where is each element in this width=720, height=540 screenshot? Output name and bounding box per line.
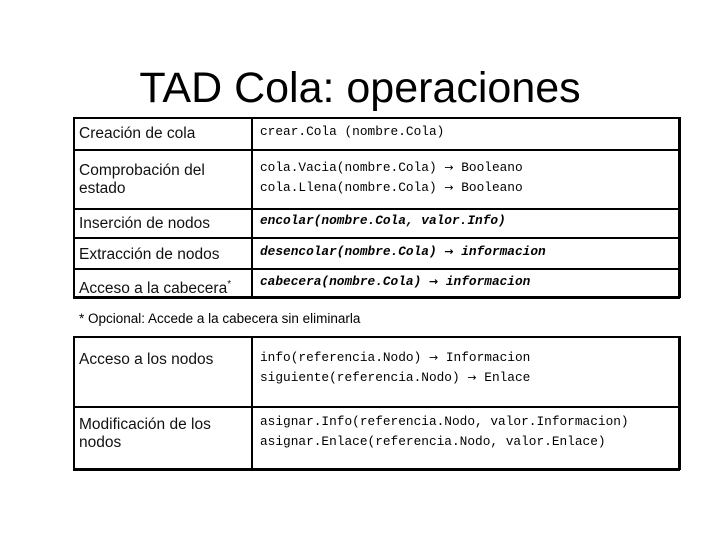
row-label-creacion: Creación de cola bbox=[79, 125, 196, 142]
arrow-icon: → bbox=[444, 181, 454, 194]
table-border bbox=[678, 117, 681, 298]
op-return-type: Informacion bbox=[445, 350, 531, 365]
op-encolar: encolar(nombre.Cola, valor.Info) bbox=[260, 213, 506, 228]
row-label-modificacion: Modificación de los nodos bbox=[79, 416, 211, 451]
optional-marker: * bbox=[227, 279, 232, 290]
table-border bbox=[73, 117, 680, 119]
op-return-type: Booleano bbox=[461, 180, 523, 195]
op-siguiente bbox=[260, 368, 530, 388]
optional-note: * Opcional: Accede a la cabecera sin eliminarla bbox=[79, 311, 361, 326]
op-desencolar bbox=[260, 242, 546, 262]
row-label-insercion: Inserción de nodos bbox=[79, 215, 210, 232]
op-cola-vacia bbox=[260, 158, 523, 178]
table-border bbox=[73, 468, 680, 471]
op-cola-llena bbox=[260, 178, 523, 198]
arrow-icon: → bbox=[467, 371, 477, 384]
arrow-icon: → bbox=[428, 351, 439, 364]
table-border bbox=[73, 336, 680, 338]
row-label-acceso-nodos: Acceso a los nodos bbox=[79, 351, 214, 368]
op-signature: cabecera(nombre.Cola) bbox=[260, 274, 422, 289]
table-border bbox=[73, 149, 680, 151]
table-border bbox=[73, 237, 680, 239]
table-border bbox=[73, 208, 680, 210]
op-crear-cola: crear.Cola (nombre.Cola) bbox=[260, 124, 445, 139]
table-border bbox=[73, 336, 75, 470]
row-label-extraccion: Extracción de nodos bbox=[79, 246, 220, 263]
op-signature: siguiente(referencia.Nodo) bbox=[260, 370, 460, 385]
op-return-type: Booleano bbox=[461, 160, 523, 175]
row-label-cabecera-text: Acceso a la cabecera bbox=[79, 280, 228, 298]
row-label-comprobacion: Comprobación del estado bbox=[79, 162, 205, 197]
op-signature: cola.Vacia(nombre.Cola) bbox=[260, 160, 437, 175]
table-border bbox=[251, 336, 253, 470]
table-border bbox=[73, 117, 75, 298]
row-label-cabecera bbox=[79, 276, 244, 298]
slide-title: TAD Cola: operaciones bbox=[139, 64, 581, 112]
op-signature: cola.Llena(nombre.Cola) bbox=[260, 180, 437, 195]
table-border bbox=[73, 268, 680, 270]
op-signature: info(referencia.Nodo) bbox=[260, 350, 422, 365]
op-asignar-info: asignar.Info(referencia.Nodo, valor.Informacion) bbox=[260, 414, 629, 429]
arrow-icon: → bbox=[444, 161, 454, 174]
op-return-type: informacion bbox=[445, 274, 531, 289]
table-border bbox=[678, 336, 681, 470]
table-border bbox=[251, 117, 253, 298]
op-asignar-enlace: asignar.Enlace(referencia.Nodo, valor.Enlace) bbox=[260, 434, 606, 449]
arrow-icon: → bbox=[444, 245, 454, 258]
table-border bbox=[73, 406, 680, 408]
op-cabecera bbox=[260, 272, 530, 292]
op-signature: desencolar(nombre.Cola) bbox=[260, 244, 437, 259]
arrow-icon: → bbox=[428, 275, 439, 288]
op-return-type: Enlace bbox=[484, 370, 531, 385]
op-info bbox=[260, 348, 530, 368]
op-return-type: informacion bbox=[461, 244, 546, 259]
